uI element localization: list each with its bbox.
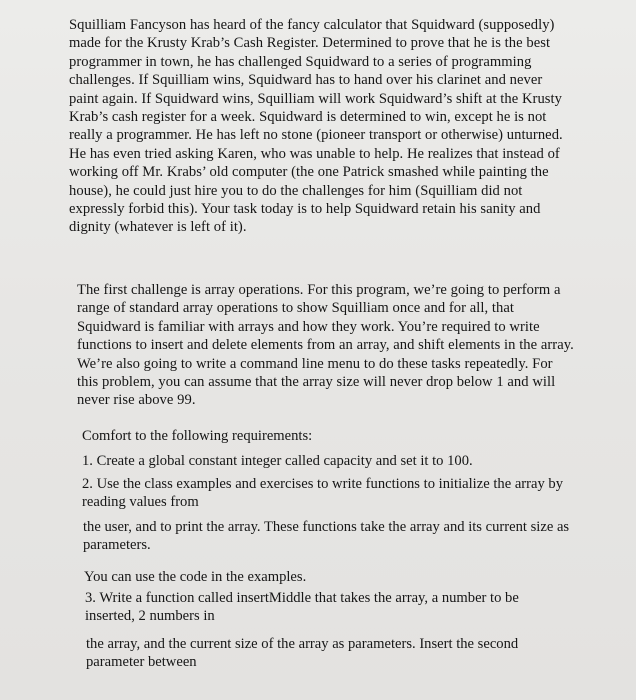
requirement-1: 1. Create a global constant integer called capacity and set it to 100. bbox=[82, 453, 473, 469]
requirements-heading: Comfort to the following requirements: bbox=[82, 428, 313, 444]
requirement-3: 3. Write a function called insertMiddle that takes the array, a number to be inserted, 2 numbers in bbox=[85, 590, 519, 625]
examples-note: You can use the code in the examples. bbox=[84, 569, 307, 585]
requirement-2-continued: the user, and to print the array. These functions take the array and its current size as parameters. bbox=[83, 519, 570, 554]
intro-paragraph: Squilliam Fancyson has heard of the fancy calculator that Squidward (supposedly) made for the Krusty Krab’s Cash Register. Determined to prove that he is the best programmer in town, he has challenged Squidward to a series of programming challenges. If Squilliam wins, Squidward has to hand over his clarinet and never paint again. If Squidward wins, Squilliam will work Squidward’s shift at the Krusty Krab’s cash register for a week. Squidward is determined to win, except he is not really a programmer. He has left no stone (pioneer transport or otherwise) unturned. He has even tried asking Karen, who was unable to help. He realizes that instead of working off Mr. Krabs’ old computer (the one Patrick smashed while painting the house), he could just hire you to do the challenges for him (Squilliam did not expressly forbid this). Your task today is to help Squidward retain his sanity and dignity (whatever is left of it). bbox=[69, 17, 563, 236]
challenge-paragraph: The first challenge is array operations. For this program, we’re going to perform a range of standard array operations to show Squilliam once and for all, that Squidward is familiar with arrays and how they work. You’re required to write functions to insert and delete elements from an array, and shift elements in the array. We’re also going to write a command line menu to do these tasks repeatedly. For this problem, you can assume that the array size will never drop below 1 and will never rise above 99. bbox=[77, 282, 574, 409]
requirement-2: 2. Use the class examples and exercises to write functions to initialize the array by reading values from bbox=[82, 476, 564, 511]
requirement-3-continued: the array, and the current size of the array as parameters. Insert the second parameter between bbox=[86, 636, 519, 671]
